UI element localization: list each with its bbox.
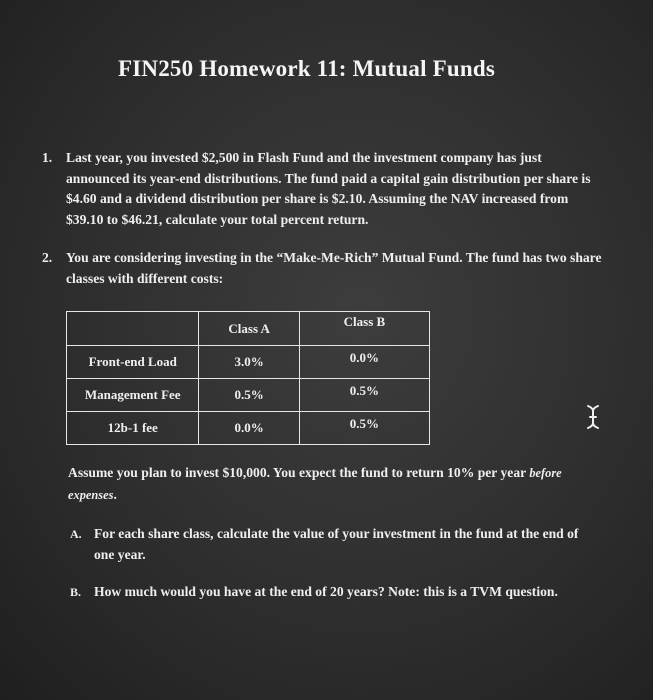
table-header-class-b: Class B	[299, 312, 429, 346]
question-text: You are considering investing in the “Make-Me-Rich” Mutual Fund. The fund has two share classes with different costs:	[66, 250, 602, 286]
sub-question-b	[70, 582, 600, 603]
class-a-value: 0.0%	[199, 412, 299, 445]
table-header-row	[67, 312, 430, 346]
assumption-emphasis: before expenses	[68, 466, 562, 502]
text-cursor-icon	[586, 404, 600, 430]
fee-table	[66, 311, 430, 445]
question-2	[42, 248, 602, 289]
assumption-text: Assume you plan to invest $10,000. You expect the fund to return 10% per year	[68, 465, 530, 480]
class-b-value: 0.0%	[299, 346, 429, 379]
class-b-value: 0.5%	[299, 379, 429, 412]
row-label: Management Fee	[67, 379, 199, 412]
table-row	[67, 346, 430, 379]
class-b-value: 0.5%	[299, 412, 429, 445]
table-header-class-a: Class A	[199, 312, 299, 346]
table-header-cell	[67, 312, 199, 346]
table-row	[67, 412, 430, 445]
class-a-value: 3.0%	[199, 346, 299, 379]
page-title: FIN250 Homework 11: Mutual Funds	[118, 56, 495, 81]
sub-question-letter: B.	[70, 585, 82, 599]
sub-question-a	[70, 524, 600, 565]
question-number: 2.	[42, 250, 53, 265]
sub-question-text: How much would you have at the end of 20 years? Note: this is a TVM question.	[94, 584, 558, 599]
row-label: 12b-1 fee	[67, 412, 199, 445]
question-number: 1.	[42, 150, 53, 165]
assumption-paragraph	[68, 462, 598, 506]
class-a-value: 0.5%	[199, 379, 299, 412]
row-label: Front-end Load	[67, 346, 199, 379]
question-1	[42, 148, 602, 230]
sub-question-letter: A.	[70, 527, 82, 541]
sub-question-text: For each share class, calculate the value of your investment in the fund at the end of one year.	[94, 526, 579, 562]
assumption-tail: .	[113, 487, 117, 502]
question-text: Last year, you invested $2,500 in Flash Fund and the investment company has just announced its year-end distributions. The fund paid a capital gain distribution per share is $4.60 and a dividend distribution per share is $2.10. Assuming the NAV increased from $39.10 to $46.21, calculate your total percent return.	[66, 150, 591, 227]
table-row	[67, 379, 430, 412]
